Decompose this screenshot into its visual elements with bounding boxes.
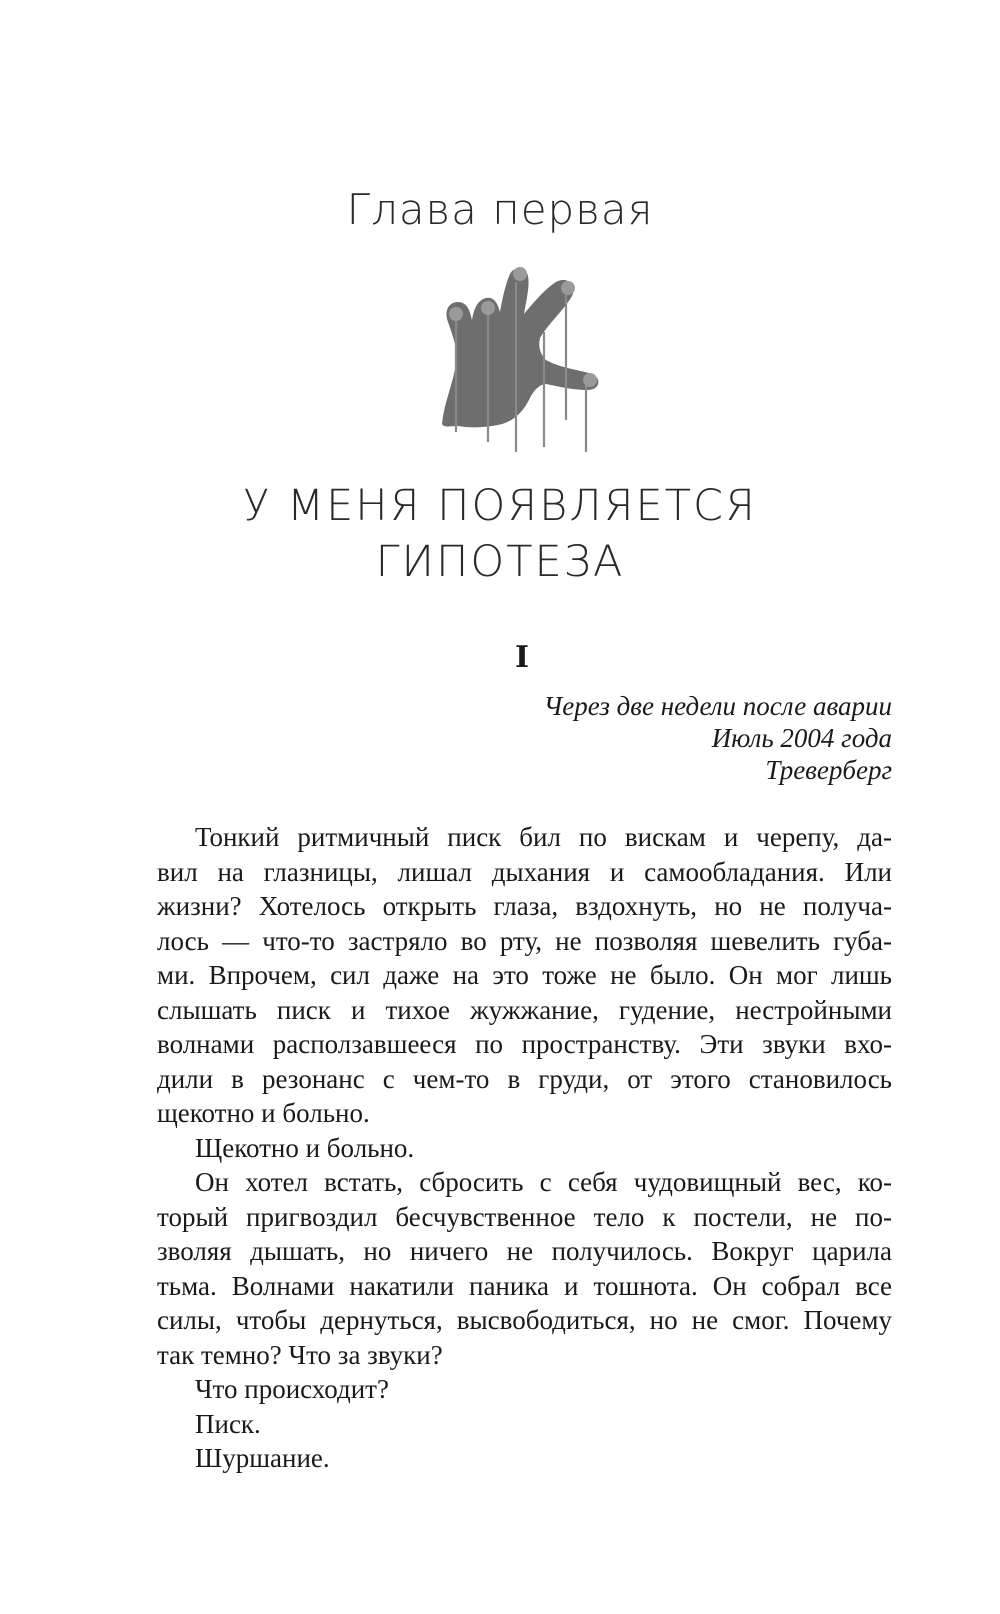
text-line: зволяя дышать, но ничего не получилось. Вокруг царила — [157, 1236, 892, 1266]
text-line: жизни? Хотелось открыть глаза, вздохнуть, но не получа- — [157, 891, 892, 921]
text-line: лось — что-то застряло во рту, не позволяя шевелить губа- — [157, 925, 892, 956]
chapter-title — [0, 478, 1000, 590]
epigraph — [544, 690, 892, 786]
text-line: так темно? Что за звуки? — [157, 1339, 443, 1370]
epigraph-line-3: Треверберг — [765, 755, 892, 785]
text-line: ми. Впрочем, сил даже на это тоже не было. Он мог лишь — [157, 960, 892, 990]
text-line: Шуршание. — [195, 1443, 330, 1473]
text-line: Что происходит? — [195, 1374, 389, 1404]
text-line: вил на глазницы, лишал дыхания и самообладания. Или — [157, 856, 892, 887]
hand-silhouette — [442, 268, 598, 427]
text-line: Щекотно и больно. — [195, 1132, 415, 1163]
paragraph-6 — [157, 1441, 892, 1476]
paragraph-1 — [157, 820, 892, 1131]
text-line: торый пригвоздил бесчувственное тело к постели, не по- — [157, 1201, 892, 1232]
text-line: Он хотел встать, сбросить с себя чудовищный вес, ко- — [195, 1167, 892, 1197]
text-line: слышать писк и тихое жужжание, гудение, нестройными — [157, 994, 892, 1025]
section-number: I — [514, 640, 530, 675]
text-line: щекотно и больно. — [157, 1098, 370, 1128]
text-line: Писк. — [195, 1408, 261, 1439]
paragraph-5 — [157, 1407, 892, 1442]
chapter-title-line1: У МЕНЯ ПОЯВЛЯЕТСЯ — [243, 481, 757, 531]
epigraph-line-2: Июль 2004 года — [711, 723, 892, 753]
text-line: силы, чтобы дернуться, высвободиться, но не смог. Почему — [157, 1305, 892, 1335]
marionette-hand-illustration — [430, 262, 630, 472]
chapter-title-line2: ГИПОТЕЗА — [375, 537, 625, 587]
paragraph-2 — [157, 1131, 892, 1166]
text-line: дили в резонанс с чем-то в груди, от этого становилось — [157, 1063, 892, 1094]
paragraph-3 — [157, 1165, 892, 1372]
chapter-label: Глава первая — [346, 185, 654, 234]
text-line: волнами расползавшееся по пространству. Эти звуки вхо- — [157, 1029, 892, 1059]
text-line: тьма. Волнами накатили паника и тошнота. Он собрал все — [157, 1270, 892, 1301]
paragraph-4 — [157, 1372, 892, 1407]
epigraph-line-1: Через две недели после аварии — [543, 691, 892, 721]
text-line: Тонкий ритмичный писк бил по вискам и черепу, да- — [195, 822, 892, 852]
body-text — [157, 820, 892, 1476]
